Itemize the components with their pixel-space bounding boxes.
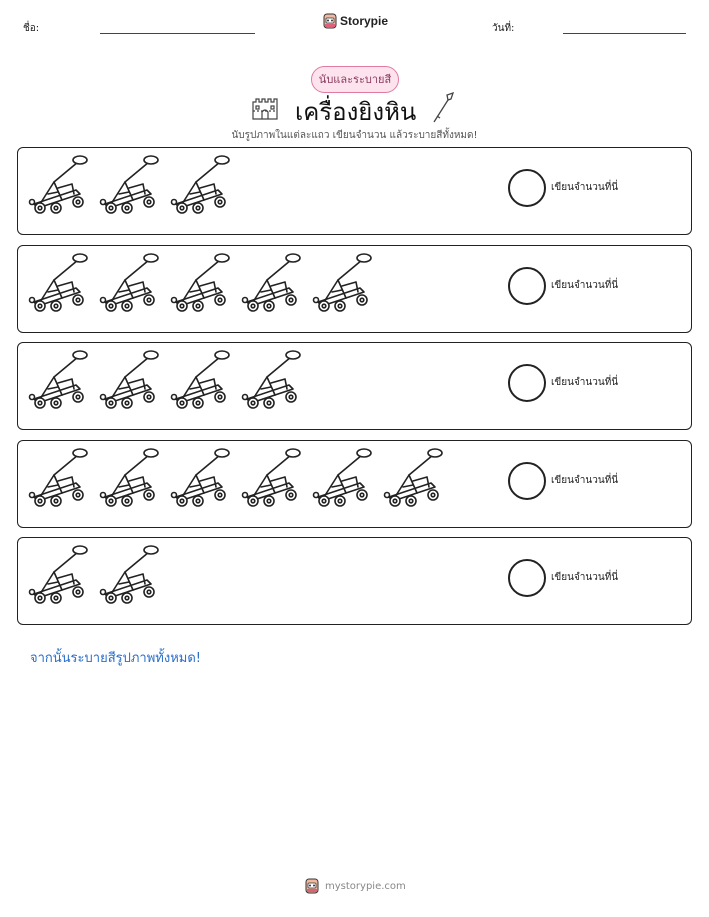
catapult-icon bbox=[99, 154, 163, 218]
catapult-icon bbox=[99, 349, 163, 413]
footer-brand bbox=[305, 878, 406, 894]
catapult-icon bbox=[170, 447, 234, 511]
title-row bbox=[245, 90, 465, 126]
answer-circle[interactable] bbox=[508, 364, 546, 402]
worksheet-title: เครื่องยิงหิน bbox=[295, 98, 417, 126]
worksheet-subtitle: นับรูปภาพในแต่ละแถว เขียนจำนวน แล้วระบายสีทั้งหมด! bbox=[231, 130, 478, 141]
answer-label: เขียนจำนวนที่นี่ bbox=[551, 572, 619, 583]
name-label: ชื่อ: bbox=[23, 23, 40, 34]
catapult-icon bbox=[28, 252, 92, 316]
name-line[interactable] bbox=[100, 33, 255, 34]
answer-label: เขียนจำนวนที่นี่ bbox=[551, 377, 619, 388]
brand-name: Storypie bbox=[340, 14, 389, 28]
count-row bbox=[17, 342, 692, 430]
catapult-icon bbox=[383, 447, 447, 511]
catapult-icon bbox=[170, 349, 234, 413]
storypie-mascot-icon bbox=[305, 878, 319, 894]
date-line[interactable] bbox=[563, 33, 686, 34]
catapult-icon bbox=[28, 154, 92, 218]
catapult-icon bbox=[28, 447, 92, 511]
count-row bbox=[17, 147, 692, 235]
answer-label: เขียนจำนวนที่นี่ bbox=[551, 182, 619, 193]
answer-label: เขียนจำนวนที่นี่ bbox=[551, 280, 619, 291]
count-row bbox=[17, 440, 692, 528]
catapult-icon bbox=[170, 154, 234, 218]
brand-logo bbox=[323, 13, 388, 29]
catapult-icon bbox=[99, 544, 163, 608]
date-label: วันที่: bbox=[492, 23, 515, 34]
storypie-mascot-icon bbox=[323, 13, 337, 29]
count-row bbox=[17, 537, 692, 625]
castle-icon bbox=[251, 94, 279, 120]
catapult-icon bbox=[312, 252, 376, 316]
catapult-icon bbox=[99, 447, 163, 511]
footer-instruction: จากนั้นระบายสีรูปภาพทั้งหมด! bbox=[30, 651, 202, 666]
catapult-icon bbox=[241, 349, 305, 413]
catapult-icon bbox=[170, 252, 234, 316]
answer-circle[interactable] bbox=[508, 559, 546, 597]
catapult-icon bbox=[28, 349, 92, 413]
answer-circle[interactable] bbox=[508, 462, 546, 500]
count-row bbox=[17, 245, 692, 333]
answer-circle[interactable] bbox=[508, 169, 546, 207]
answer-label: เขียนจำนวนที่นี่ bbox=[551, 475, 619, 486]
activity-tag: นับและระบายสี bbox=[311, 66, 399, 93]
catapult-icon bbox=[99, 252, 163, 316]
catapult-icon bbox=[28, 544, 92, 608]
footer-url: mystorypie.com bbox=[325, 880, 406, 892]
spear-icon bbox=[431, 92, 455, 124]
answer-circle[interactable] bbox=[508, 267, 546, 305]
catapult-icon bbox=[241, 252, 305, 316]
catapult-icon bbox=[312, 447, 376, 511]
catapult-icon bbox=[241, 447, 305, 511]
